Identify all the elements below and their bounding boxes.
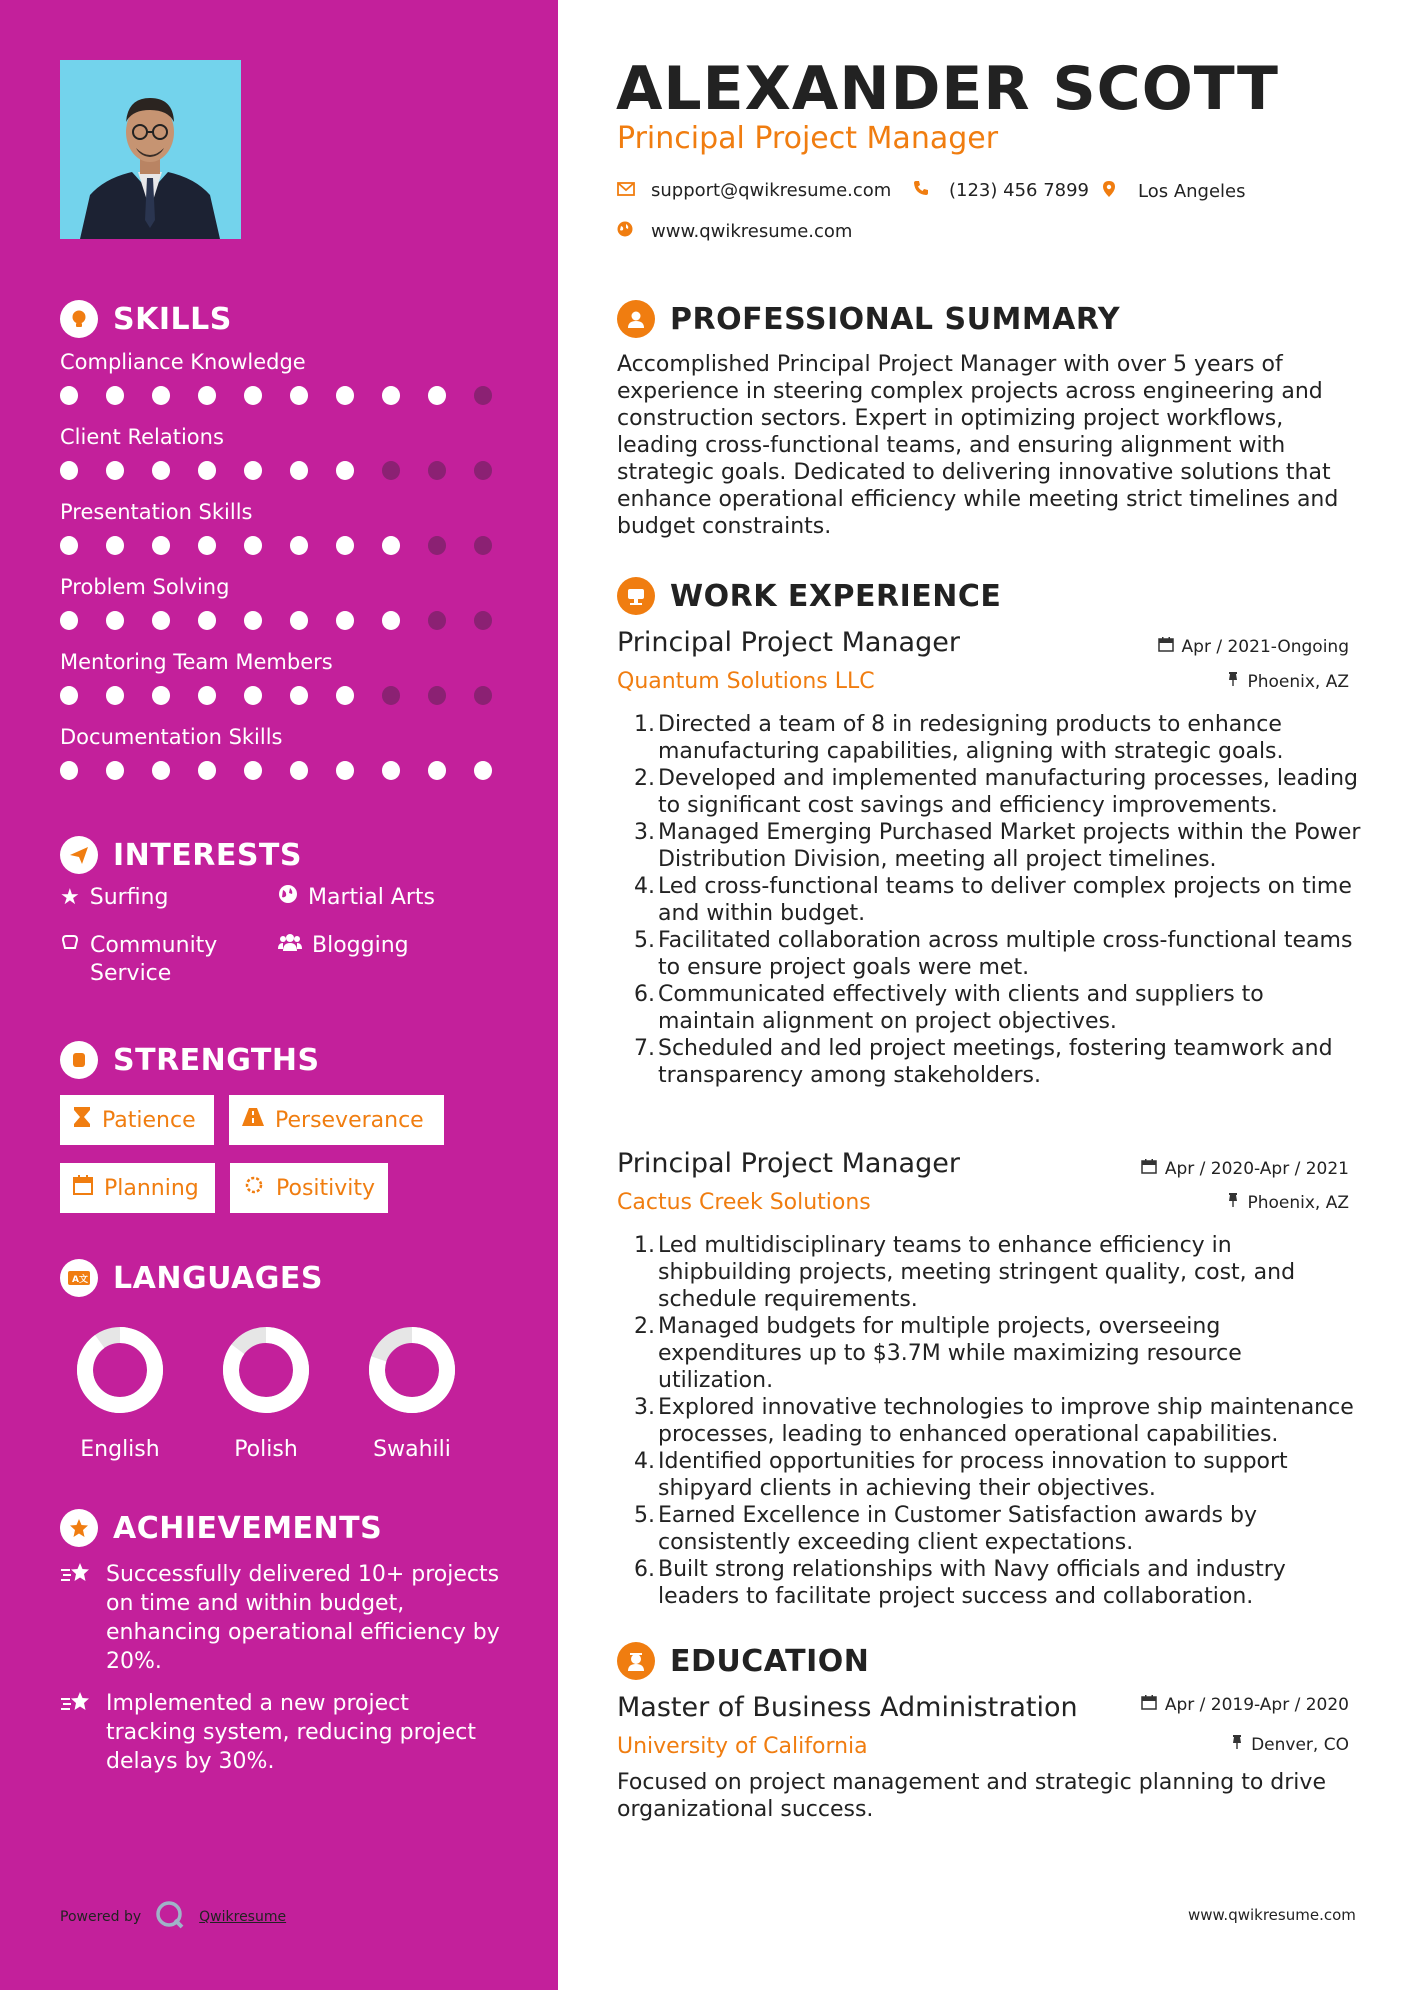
language-icon <box>60 1259 98 1297</box>
rating-dot <box>106 461 124 480</box>
language-level-arc <box>85 1335 155 1405</box>
rating-dot <box>198 686 216 705</box>
rating-dot <box>336 761 354 780</box>
users-icon <box>278 932 302 960</box>
job-company: Cactus Creek Solutions <box>617 1190 871 1215</box>
rating-dot <box>290 686 308 705</box>
strength-label: Positivity <box>276 1175 376 1201</box>
rating-dot <box>244 761 262 780</box>
skill-item <box>60 425 520 500</box>
pushpin-icon <box>1231 1734 1243 1755</box>
rating-dot <box>290 761 308 780</box>
job-location-text: Phoenix, AZ <box>1247 671 1349 692</box>
job-bullet: Identified opportunities for process innovation to support shipyard clients in achieving their objectives. <box>658 1449 1288 1501</box>
rating-dot <box>152 686 170 705</box>
education-dates-text: Apr / 2019-Apr / 2020 <box>1164 1694 1349 1715</box>
contact-website[interactable] <box>617 221 852 242</box>
strength-chip <box>60 1163 215 1213</box>
rating-dot <box>152 386 170 405</box>
education-heading <box>617 1642 869 1680</box>
rating-dot <box>198 536 216 555</box>
profile-photo <box>60 60 241 239</box>
calendar-icon <box>1158 636 1174 657</box>
job-bullet: Led multidisciplinary teams to enhance efficiency in shipbuilding projects, meeting stringent quality, cost, and schedule requirements. <box>658 1233 1296 1312</box>
phone-text: (123) 456 7899 <box>949 180 1090 201</box>
job-bullet: Scheduled and led project meetings, fostering teamwork and transparency among stakeholders. <box>658 1036 1333 1088</box>
skill-name: Presentation Skills <box>60 500 253 524</box>
strength-label: Perseverance <box>275 1107 424 1133</box>
skill-item <box>60 650 520 725</box>
education-location-text: Denver, CO <box>1251 1734 1349 1755</box>
powered-by-label: Powered by <box>60 1909 142 1925</box>
experience-title: WORK EXPERIENCE <box>670 578 1002 614</box>
job-location <box>1058 1192 1349 1213</box>
skill-name: Client Relations <box>60 425 224 449</box>
footer-url[interactable]: www.qwikresume.com <box>1188 1906 1356 1924</box>
languages-heading <box>60 1259 323 1297</box>
phone-icon <box>913 180 929 201</box>
rating-dot <box>336 536 354 555</box>
interest-martial-arts <box>278 884 435 912</box>
rating-dot <box>474 761 492 780</box>
job-bullet: Managed Emerging Purchased Market projects within the Power Distribution Division, meeting all project timelines. <box>658 820 1361 872</box>
job-bullet: Explored innovative technologies to improve ship maintenance processes, leading to enhanced operational capabilities. <box>658 1395 1354 1447</box>
calendar-icon <box>1141 1694 1157 1715</box>
paper-plane-icon <box>60 836 98 874</box>
achievements-heading <box>60 1509 382 1547</box>
rating-dot <box>152 611 170 630</box>
skill-rating <box>60 686 520 705</box>
language-item <box>342 1325 482 1462</box>
candidate-role: Principal Project Manager <box>617 121 999 156</box>
achievement-item <box>60 1689 500 1776</box>
language-proficiency-ring <box>221 1325 311 1415</box>
education-title: EDUCATION <box>670 1643 870 1679</box>
interest-label: Community Service <box>90 933 218 986</box>
rating-dot <box>336 461 354 480</box>
rating-dot <box>474 686 492 705</box>
strength-chip <box>229 1095 444 1145</box>
skill-name: Compliance Knowledge <box>60 350 306 374</box>
powered-by <box>60 1900 286 1934</box>
skill-rating <box>60 536 520 555</box>
pushpin-icon <box>1227 1192 1239 1213</box>
language-name: English <box>80 1437 160 1462</box>
achievement-item <box>60 1560 500 1676</box>
pushpin-icon <box>1227 671 1239 692</box>
strength-label: Patience <box>102 1107 196 1133</box>
skill-rating <box>60 611 520 630</box>
rating-dot <box>152 761 170 780</box>
contact-phone[interactable] <box>913 180 1089 201</box>
rating-dot <box>152 536 170 555</box>
shooting-star-icon <box>60 1560 94 1676</box>
rating-dot <box>106 386 124 405</box>
rating-dot <box>60 686 78 705</box>
lightbulb-icon <box>60 300 98 338</box>
calendar-icon <box>1141 1158 1157 1179</box>
education-degree: Master of Business Administration <box>617 1692 1078 1723</box>
rating-dot <box>244 461 262 480</box>
rating-dot <box>428 761 446 780</box>
contact-location <box>1102 180 1246 203</box>
summary-text: Accomplished Principal Project Manager with over 5 years of experience in steering complex projects across engineering and construction sectors. Expert in optimizing project workflows, leading cross-functional teams, and ensuring alignment with strategic goals. Dedicated to delivering innovative solutions that enhance operational efficiency while meeting strict timelines and budget constraints. <box>617 352 1339 539</box>
rating-dot <box>382 386 400 405</box>
rating-dot <box>244 611 262 630</box>
rating-dot <box>60 611 78 630</box>
star-burst-icon <box>60 1509 98 1547</box>
experience-heading <box>617 577 1001 615</box>
hand-icon <box>60 932 80 960</box>
languages-list <box>50 1325 482 1462</box>
rating-dot <box>428 686 446 705</box>
main-content <box>558 0 1407 1990</box>
graduate-icon <box>617 1642 655 1680</box>
fist-icon <box>60 1041 98 1079</box>
candidate-name: ALEXANDER SCOTT <box>616 54 1279 124</box>
rating-dot <box>382 761 400 780</box>
education-school: University of California <box>617 1734 868 1759</box>
rating-dot <box>382 611 400 630</box>
job-location-text: Phoenix, AZ <box>1247 1192 1349 1213</box>
language-item <box>196 1325 336 1462</box>
envelope-icon <box>617 180 635 201</box>
rating-dot <box>336 686 354 705</box>
summary-heading <box>617 300 1120 338</box>
rating-dot <box>198 611 216 630</box>
rating-dot <box>244 536 262 555</box>
skills-list <box>60 350 520 800</box>
strength-chip <box>230 1163 388 1213</box>
shooting-star-icon <box>60 1689 94 1776</box>
job-bullet: Directed a team of 8 in redesigning products to enhance manufacturing capabilities, aligning with strategic goals. <box>658 712 1284 764</box>
rating-dot <box>382 686 400 705</box>
skill-rating <box>60 386 520 405</box>
rating-dot <box>198 761 216 780</box>
job-bullets <box>636 1232 1361 1610</box>
education-text: Focused on project management and strategic planning to drive organizational success. <box>617 1770 1326 1822</box>
rating-dot <box>428 611 446 630</box>
job-location <box>1058 671 1349 692</box>
rating-dot <box>152 461 170 480</box>
job-bullet: Led cross-functional teams to deliver complex projects on time and within budget. <box>658 874 1352 926</box>
map-pin-icon <box>1102 180 1116 203</box>
strengths-title: STRENGTHS <box>113 1042 320 1078</box>
skill-rating <box>60 761 520 780</box>
rating-dot <box>428 386 446 405</box>
job-bullet: Earned Excellence in Customer Satisfaction awards by consistently exceeding client expectations. <box>658 1503 1257 1555</box>
rating-dot <box>474 461 492 480</box>
calendar-icon <box>72 1174 94 1202</box>
job-bullet: Facilitated collaboration across multiple cross-functional teams to ensure project goals were met. <box>658 928 1353 980</box>
rating-dot <box>382 461 400 480</box>
rating-dot <box>428 536 446 555</box>
strength-label: Planning <box>104 1175 199 1201</box>
job-company: Quantum Solutions LLC <box>617 669 875 694</box>
language-name: Polish <box>234 1437 298 1462</box>
sun-icon <box>242 1173 266 1203</box>
skill-rating <box>60 461 520 480</box>
skill-item <box>60 350 520 425</box>
rating-dot <box>336 386 354 405</box>
job-dates <box>1058 636 1349 657</box>
job-bullet: Communicated effectively with clients and suppliers to maintain alignment on project objectives. <box>658 982 1264 1034</box>
skills-heading <box>60 300 232 338</box>
interests-heading <box>60 836 302 874</box>
rating-dot <box>474 611 492 630</box>
hourglass-icon <box>72 1105 92 1135</box>
rating-dot <box>106 761 124 780</box>
rating-dot <box>290 536 308 555</box>
summary-title: PROFESSIONAL SUMMARY <box>670 301 1121 337</box>
rating-dot <box>60 761 78 780</box>
rating-dot <box>198 461 216 480</box>
road-icon <box>241 1106 265 1134</box>
rating-dot <box>106 611 124 630</box>
languages-title: LANGUAGES <box>113 1260 323 1296</box>
language-item <box>50 1325 190 1462</box>
education-location <box>1058 1734 1349 1755</box>
svg-text:A文: A文 <box>72 1275 88 1285</box>
job-bullet: Managed budgets for multiple projects, overseeing expenditures up to $3.7M while maximizing resource utilization. <box>658 1314 1242 1393</box>
rating-dot <box>290 611 308 630</box>
language-proficiency-ring <box>367 1325 457 1415</box>
qwikresume-link[interactable]: Qwikresume <box>199 1909 287 1925</box>
contact-email[interactable] <box>617 180 891 201</box>
interest-label: Martial Arts <box>308 885 436 910</box>
job-bullet: Built strong relationships with Navy officials and industry leaders to facilitate project success and collaboration. <box>658 1557 1286 1609</box>
interest-label: Surfing <box>89 885 169 910</box>
skill-item <box>60 500 520 575</box>
achievement-text: Implemented a new project tracking system, reducing project delays by 30%. <box>106 1691 476 1774</box>
rating-dot <box>106 686 124 705</box>
rating-dot <box>60 536 78 555</box>
rating-dot <box>60 386 78 405</box>
briefcase-icon <box>617 577 655 615</box>
skill-name: Mentoring Team Members <box>60 650 333 674</box>
sidebar <box>0 0 558 1990</box>
job-bullet: Developed and implemented manufacturing processes, leading to significant cost savings and efficiency improvements. <box>658 766 1359 818</box>
job-dates-text: Apr / 2020-Apr / 2021 <box>1164 1158 1349 1179</box>
language-proficiency-ring <box>75 1325 165 1415</box>
rating-dot <box>290 461 308 480</box>
rating-dot <box>60 461 78 480</box>
skill-name: Problem Solving <box>60 575 230 599</box>
rating-dot <box>198 386 216 405</box>
website-text: www.qwikresume.com <box>651 221 853 242</box>
interest-blogging <box>278 932 409 960</box>
interest-surfing <box>60 884 168 912</box>
language-name: Swahili <box>373 1437 451 1462</box>
rating-dot <box>382 536 400 555</box>
star-icon: ★ <box>60 885 80 910</box>
strength-chip <box>60 1095 214 1145</box>
rating-dot <box>428 461 446 480</box>
education-dates <box>1058 1694 1349 1715</box>
job-title: Principal Project Manager <box>617 627 960 658</box>
interest-community-service <box>60 932 260 988</box>
rating-dot <box>474 536 492 555</box>
skill-name: Documentation Skills <box>60 725 283 749</box>
skill-item <box>60 725 520 800</box>
rating-dot <box>106 536 124 555</box>
achievement-text: Successfully delivered 10+ projects on time and within budget, enhancing operational efficiency by 20%. <box>106 1562 500 1674</box>
rating-dot <box>244 686 262 705</box>
user-icon <box>617 300 655 338</box>
globe-icon <box>278 884 298 912</box>
job-dates <box>1058 1158 1349 1179</box>
job-dates-text: Apr / 2021-Ongoing <box>1181 636 1349 657</box>
interest-label: Blogging <box>312 933 409 958</box>
job-title: Principal Project Manager <box>617 1148 960 1179</box>
rating-dot <box>336 611 354 630</box>
rating-dot <box>290 386 308 405</box>
qwikresume-logo-icon <box>155 1900 185 1934</box>
globe-icon <box>617 221 633 242</box>
strengths-heading <box>60 1041 320 1079</box>
skills-title: SKILLS <box>113 301 232 337</box>
achievements-title: ACHIEVEMENTS <box>113 1510 383 1546</box>
rating-dot <box>244 386 262 405</box>
rating-dot <box>474 386 492 405</box>
location-text: Los Angeles <box>1138 181 1246 202</box>
job-bullets <box>636 711 1361 1089</box>
email-text: support@qwikresume.com <box>651 180 892 201</box>
skill-item <box>60 575 520 650</box>
interests-title: INTERESTS <box>113 837 302 873</box>
